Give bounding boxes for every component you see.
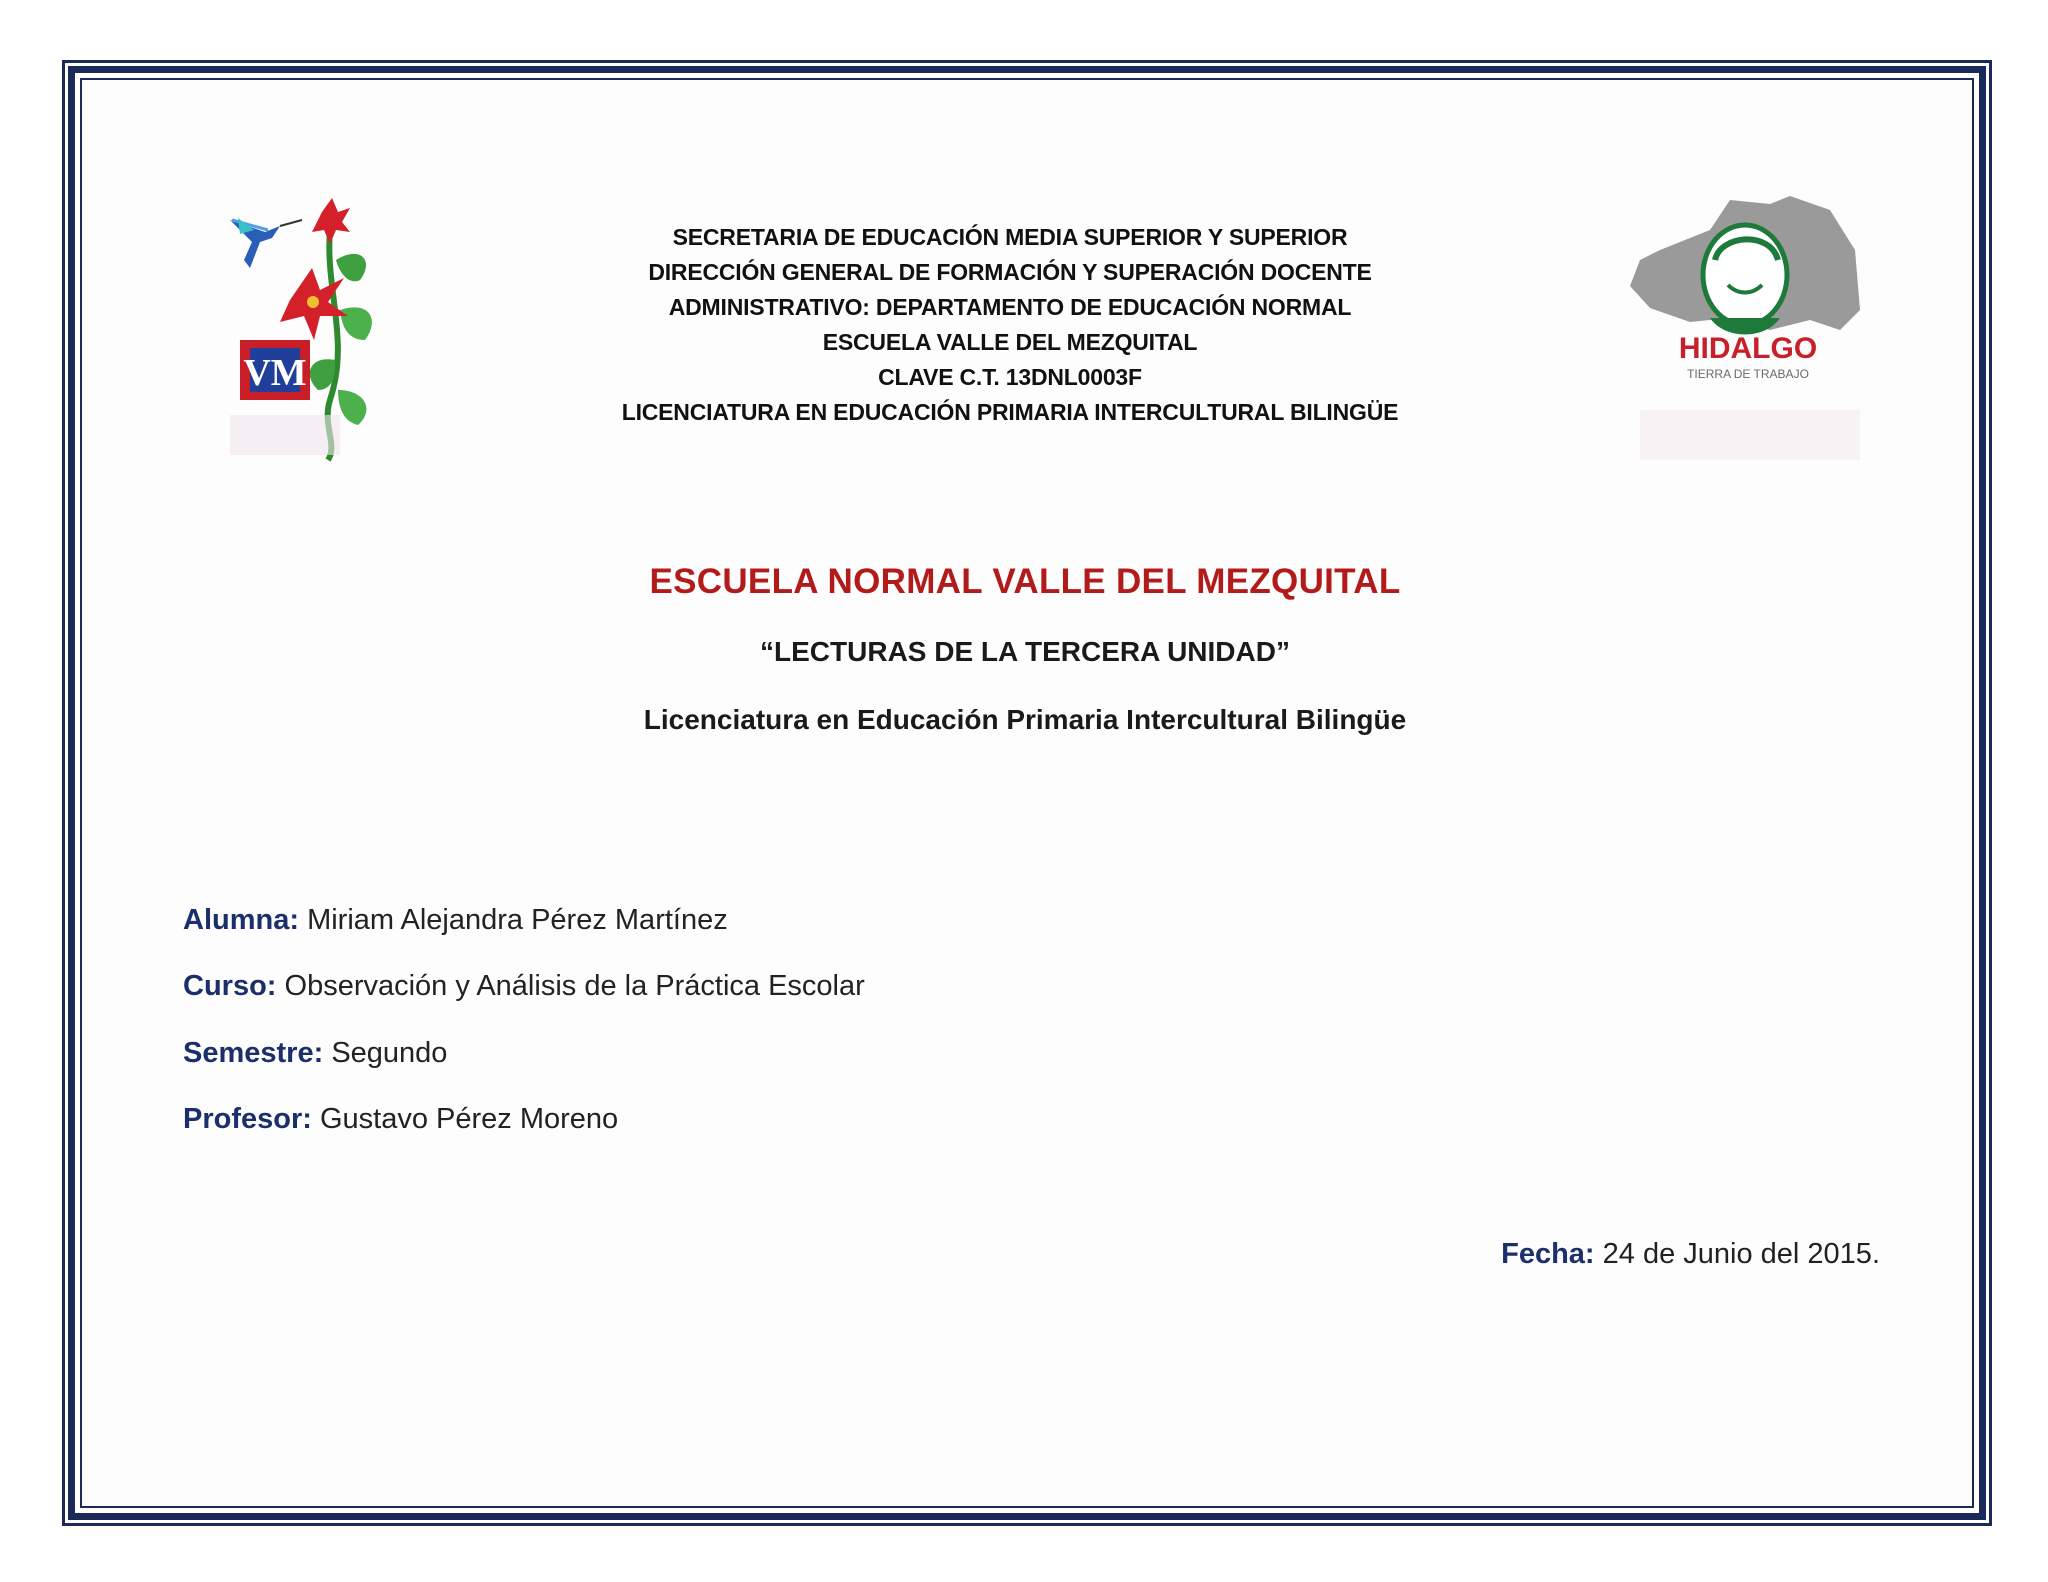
profesor-label: Profesor: (183, 1103, 312, 1135)
header-line: ADMINISTRATIVO: DEPARTAMENTO DE EDUCACIÓN NORMAL (668, 294, 1352, 320)
fecha-label: Fecha: (1501, 1238, 1595, 1270)
profesor-row (183, 1103, 618, 1136)
svg-text:VM: VM (243, 352, 307, 394)
work-title: “LECTURAS DE LA TERCERA UNIDAD” (760, 636, 1290, 667)
header-line: DIRECCIÓN GENERAL DE FORMACIÓN Y SUPERACIÓN DOCENTE (648, 259, 1372, 285)
degree-title: Licenciatura en Educación Primaria Intercultural Bilingüe (643, 704, 1407, 735)
vm-emblem (240, 340, 310, 400)
hummingbird-icon (230, 218, 302, 268)
curso-value: Observación y Análisis de la Práctica Escolar (284, 970, 865, 1002)
curso-row (183, 970, 865, 1003)
school-title: ESCUELA NORMAL VALLE DEL MEZQUITAL (649, 562, 1401, 601)
svg-text:TIERRA DE TRABAJO: TIERRA DE TRABAJO (1687, 367, 1809, 381)
fecha-row (1460, 1238, 1880, 1271)
escuela-normal-logo (210, 190, 410, 470)
semestre-label: Semestre: (183, 1037, 324, 1069)
alumna-row (183, 904, 728, 937)
svg-text:HIDALGO: HIDALGO (1678, 332, 1818, 365)
fecha-value: 24 de Junio del 2015. (1602, 1238, 1880, 1270)
profesor-value: Gustavo Pérez Moreno (319, 1103, 619, 1135)
header-line: LICENCIATURA EN EDUCACIÓN PRIMARIA INTERCULTURAL BILINGÜE (621, 399, 1399, 425)
hidalgo-logo (1620, 190, 1880, 470)
alumna-label: Alumna: (183, 904, 299, 936)
semestre-value: Segundo (331, 1037, 448, 1069)
header-line: ESCUELA VALLE DEL MEZQUITAL (822, 329, 1198, 355)
header-line: SECRETARIA DE EDUCACIÓN MEDIA SUPERIOR Y SUPERIOR (672, 224, 1348, 250)
institution-header (500, 220, 1520, 430)
semestre-row (183, 1037, 447, 1070)
curso-label: Curso: (183, 970, 277, 1002)
hidalgo-portrait-icon (1703, 225, 1787, 335)
alumna-value: Miriam Alejandra Pérez Martínez (307, 904, 728, 936)
header-line: CLAVE C.T. 13DNL0003F (878, 364, 1142, 390)
